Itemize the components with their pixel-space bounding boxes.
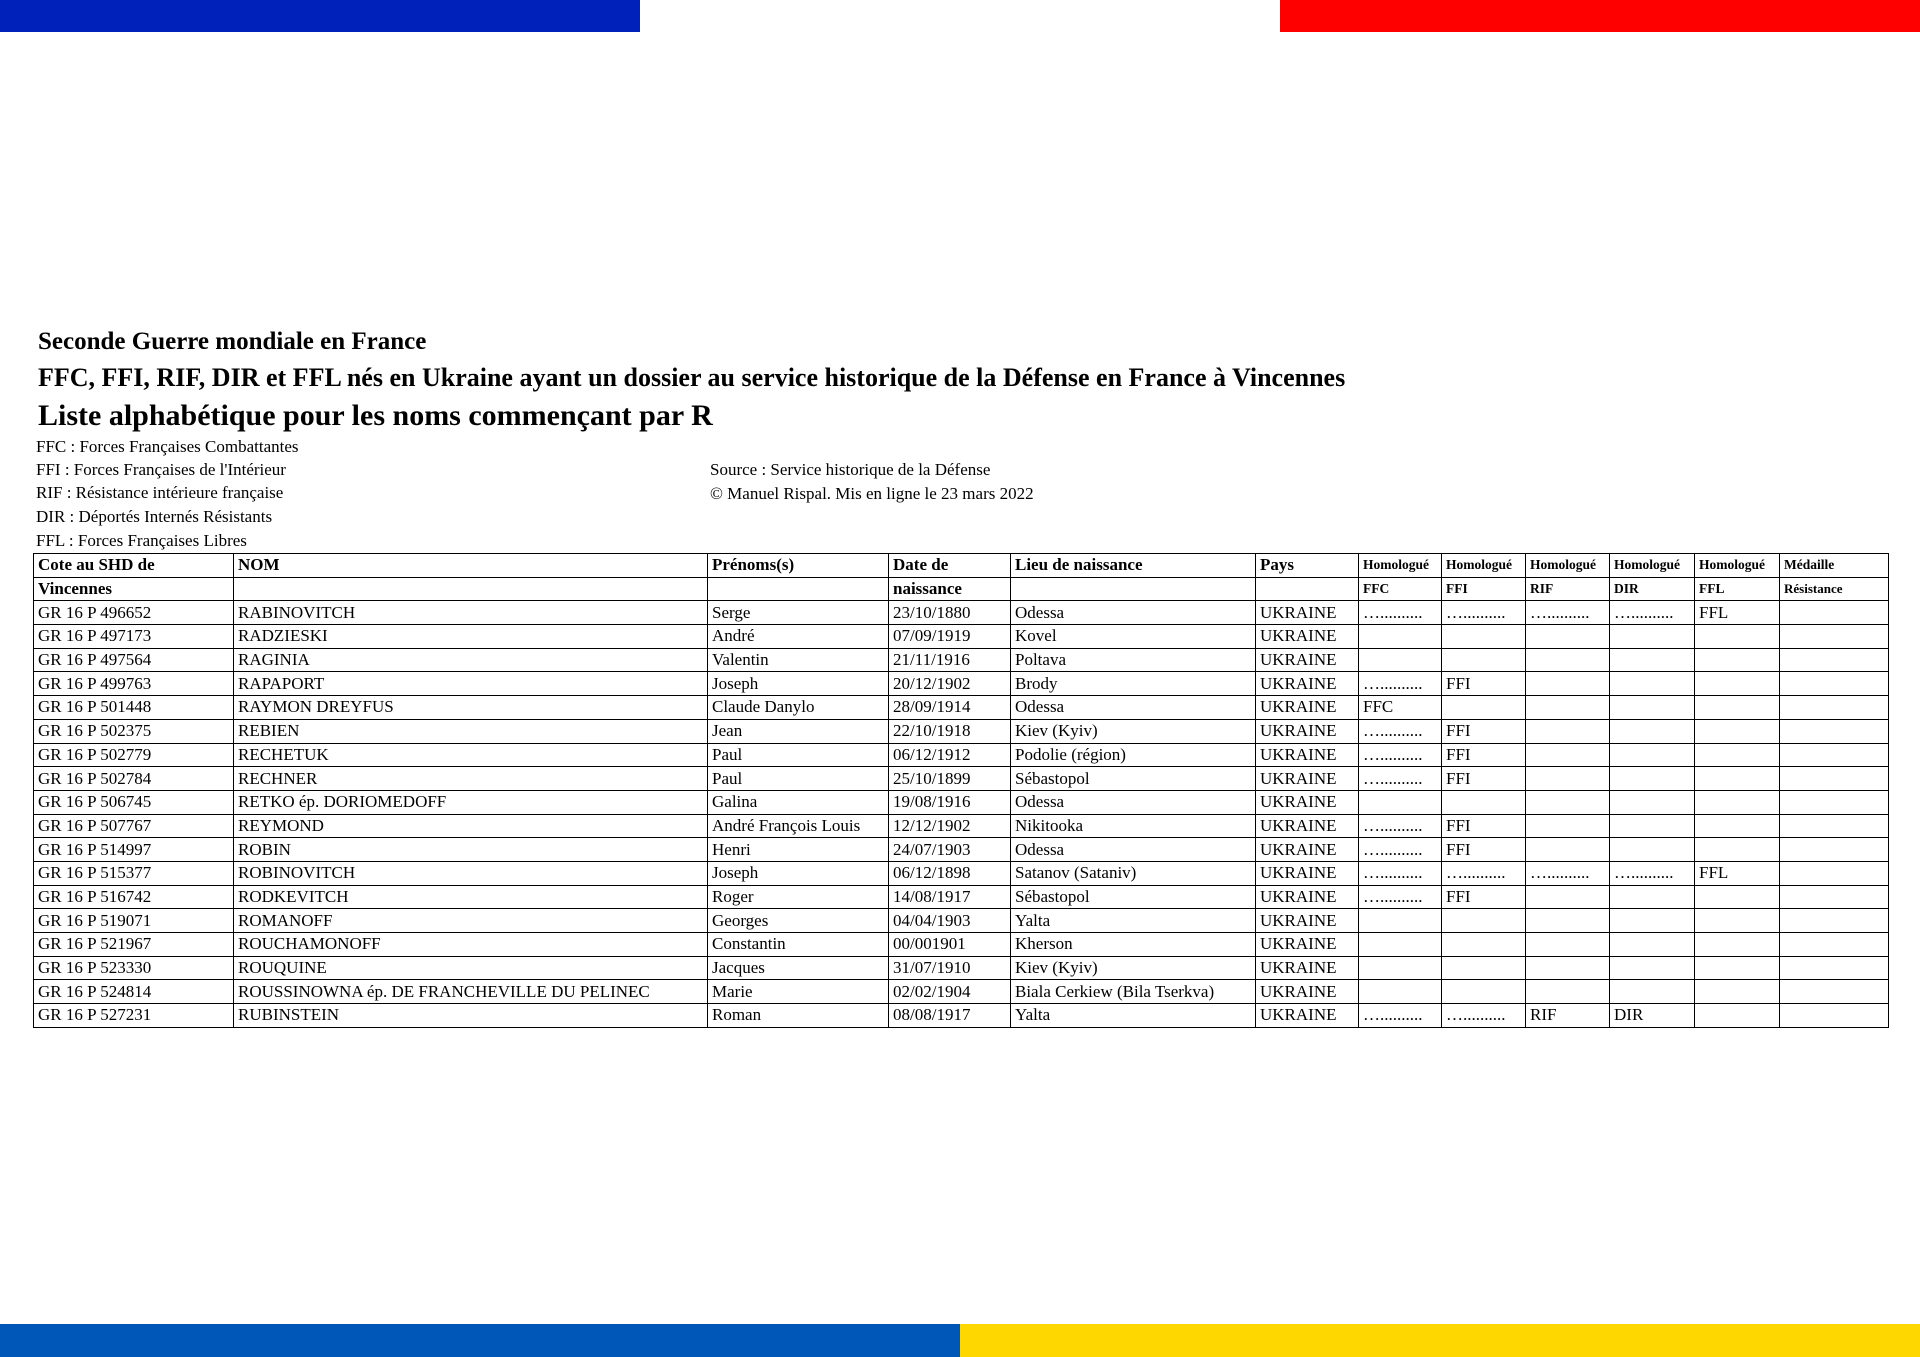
table-cell: Kherson [1011, 933, 1256, 957]
header-cell: Lieu de naissance [1011, 554, 1256, 578]
table-cell [1780, 861, 1889, 885]
table-cell: UKRAINE [1256, 980, 1359, 1004]
table-cell: GR 16 P 506745 [34, 790, 234, 814]
table-cell [1359, 790, 1442, 814]
table-row [34, 814, 1889, 838]
table-cell [1695, 838, 1780, 862]
table-cell [1695, 743, 1780, 767]
table-cell: Claude Danylo [708, 696, 889, 720]
table-cell [1695, 909, 1780, 933]
table-cell: GR 16 P 516742 [34, 885, 234, 909]
table-row [34, 980, 1889, 1004]
table-cell [1780, 743, 1889, 767]
table-cell: RECHETUK [234, 743, 708, 767]
table-cell [1442, 956, 1526, 980]
table-cell: GR 16 P 514997 [34, 838, 234, 862]
table-cell: RODKEVITCH [234, 885, 708, 909]
table-row [34, 1004, 1889, 1028]
header-cell: Homologué [1526, 554, 1610, 578]
header-cell: DIR [1610, 577, 1695, 601]
table-row [34, 625, 1889, 649]
table-cell: FFI [1442, 767, 1526, 791]
copyright-note: © Manuel Rispal. Mis en ligne le 23 mars 2022 [710, 484, 1034, 503]
table-cell: Serge [708, 601, 889, 625]
table-cell: RADZIESKI [234, 625, 708, 649]
table-cell: ….......... [1442, 601, 1526, 625]
table-cell: 06/12/1898 [889, 861, 1011, 885]
table-cell [1442, 980, 1526, 1004]
table-row [34, 696, 1889, 720]
table-cell: Yalta [1011, 1004, 1256, 1028]
table-cell [1610, 956, 1695, 980]
table-cell [1526, 885, 1610, 909]
table-cell [1695, 672, 1780, 696]
table-cell: UKRAINE [1256, 956, 1359, 980]
document-subtitle: FFC, FFI, RIF, DIR et FFL nés en Ukraine ayant un dossier au service historique de la Défense en France à Vincennes [38, 363, 1346, 392]
header-cell: Vincennes [34, 577, 234, 601]
table-cell: REBIEN [234, 719, 708, 743]
table-cell: Jean [708, 719, 889, 743]
table-cell [1610, 719, 1695, 743]
table-cell: Brody [1011, 672, 1256, 696]
table-cell: ….......... [1359, 719, 1442, 743]
header-cell: FFL [1695, 577, 1780, 601]
table-cell: Joseph [708, 861, 889, 885]
table-cell: RAPAPORT [234, 672, 708, 696]
header-cell: naissance [889, 577, 1011, 601]
table-cell [1780, 838, 1889, 862]
table-cell: Yalta [1011, 909, 1256, 933]
table-header-row [34, 554, 1889, 578]
table-row [34, 719, 1889, 743]
table-cell: ….......... [1442, 861, 1526, 885]
table-cell: ….......... [1359, 885, 1442, 909]
header-cell: FFC [1359, 577, 1442, 601]
table-cell [1695, 933, 1780, 957]
records-table [33, 553, 1889, 1028]
table-cell: ….......... [1359, 814, 1442, 838]
header-cell: Homologué [1610, 554, 1695, 578]
header-cell: Pays [1256, 554, 1359, 578]
table-cell: RETKO ép. DORIOMEDOFF [234, 790, 708, 814]
header-cell: Résistance [1780, 577, 1889, 601]
table-row [34, 838, 1889, 862]
table-cell: Satanov (Sataniv) [1011, 861, 1256, 885]
table-cell: Podolie (région) [1011, 743, 1256, 767]
table-cell [1442, 933, 1526, 957]
table-cell: DIR [1610, 1004, 1695, 1028]
table-cell: 23/10/1880 [889, 601, 1011, 625]
table-cell: 24/07/1903 [889, 838, 1011, 862]
table-cell: Joseph [708, 672, 889, 696]
table-cell: 20/12/1902 [889, 672, 1011, 696]
table-cell: Odessa [1011, 696, 1256, 720]
legend-ffc: FFC : Forces Françaises Combattantes [36, 437, 299, 456]
table-row [34, 933, 1889, 957]
table-cell: UKRAINE [1256, 625, 1359, 649]
table-cell: Nikitooka [1011, 814, 1256, 838]
table-cell: ….......... [1359, 767, 1442, 791]
table-cell: ….......... [1526, 861, 1610, 885]
table-cell: ….......... [1359, 672, 1442, 696]
table-cell [1695, 648, 1780, 672]
table-cell [1526, 767, 1610, 791]
table-cell [1610, 743, 1695, 767]
table-cell: UKRAINE [1256, 767, 1359, 791]
table-cell: GR 16 P 507767 [34, 814, 234, 838]
table-cell: RECHNER [234, 767, 708, 791]
table-cell: UKRAINE [1256, 790, 1359, 814]
table-cell [1780, 885, 1889, 909]
legend-ffi: FFI : Forces Françaises de l'Intérieur [36, 460, 286, 479]
table-cell [1526, 814, 1610, 838]
table-cell: FFI [1442, 885, 1526, 909]
legend-ffl: FFL : Forces Françaises Libres [36, 531, 247, 550]
table-cell: Odessa [1011, 601, 1256, 625]
bottom-left-color-band [0, 1324, 960, 1357]
table-row [34, 909, 1889, 933]
table-row [34, 790, 1889, 814]
table-cell [1526, 743, 1610, 767]
table-cell [1780, 625, 1889, 649]
table-cell [1610, 790, 1695, 814]
table-cell: Odessa [1011, 790, 1256, 814]
table-cell [1526, 790, 1610, 814]
table-cell: Biala Cerkiew (Bila Tserkva) [1011, 980, 1256, 1004]
table-cell: Jacques [708, 956, 889, 980]
table-cell: ….......... [1442, 1004, 1526, 1028]
table-cell: 08/08/1917 [889, 1004, 1011, 1028]
table-cell: Paul [708, 767, 889, 791]
table-cell: UKRAINE [1256, 909, 1359, 933]
table-cell [1526, 696, 1610, 720]
table-cell: Galina [708, 790, 889, 814]
table-header-row [34, 577, 1889, 601]
header-cell [234, 577, 708, 601]
table-cell: GR 16 P 523330 [34, 956, 234, 980]
table-row [34, 672, 1889, 696]
table-cell: Roger [708, 885, 889, 909]
table-cell: FFI [1442, 672, 1526, 696]
table-cell [1780, 696, 1889, 720]
header-cell: Médaille [1780, 554, 1889, 578]
table-cell [1780, 767, 1889, 791]
table-cell [1610, 980, 1695, 1004]
list-heading: Liste alphabétique pour les noms commençant par R [38, 399, 713, 432]
table-cell: FFI [1442, 838, 1526, 862]
table-cell: ROUSSINOWNA ép. DE FRANCHEVILLE DU PELINEC [234, 980, 708, 1004]
table-cell: UKRAINE [1256, 838, 1359, 862]
table-cell [1695, 696, 1780, 720]
table-cell: GR 16 P 499763 [34, 672, 234, 696]
table-cell: Georges [708, 909, 889, 933]
table-cell [1526, 838, 1610, 862]
table-cell: ….......... [1359, 1004, 1442, 1028]
table-cell: FFI [1442, 814, 1526, 838]
table-cell [1526, 909, 1610, 933]
table-cell [1610, 625, 1695, 649]
table-cell [1780, 1004, 1889, 1028]
table-cell: Valentin [708, 648, 889, 672]
table-cell [1780, 672, 1889, 696]
table-cell: FFL [1695, 601, 1780, 625]
table-cell [1695, 980, 1780, 1004]
table-cell: GR 16 P 521967 [34, 933, 234, 957]
table-cell: FFL [1695, 861, 1780, 885]
table-cell: ….......... [1359, 743, 1442, 767]
table-cell: RUBINSTEIN [234, 1004, 708, 1028]
table-cell: 04/04/1903 [889, 909, 1011, 933]
table-cell [1780, 719, 1889, 743]
table-cell: 28/09/1914 [889, 696, 1011, 720]
table-row [34, 956, 1889, 980]
header-cell: Cote au SHD de [34, 554, 234, 578]
table-cell: André François Louis [708, 814, 889, 838]
table-cell: FFI [1442, 743, 1526, 767]
header-cell: FFI [1442, 577, 1526, 601]
header-cell: NOM [234, 554, 708, 578]
table-row [34, 743, 1889, 767]
table-cell [1442, 790, 1526, 814]
table-cell [1780, 956, 1889, 980]
table-cell [1526, 719, 1610, 743]
table-cell: RABINOVITCH [234, 601, 708, 625]
table-cell: 06/12/1912 [889, 743, 1011, 767]
table-cell: GR 16 P 515377 [34, 861, 234, 885]
table-cell: ROUCHAMONOFF [234, 933, 708, 957]
table-cell [1695, 814, 1780, 838]
table-cell: ROMANOFF [234, 909, 708, 933]
table-cell: UKRAINE [1256, 933, 1359, 957]
table-cell [1442, 696, 1526, 720]
table-cell: Paul [708, 743, 889, 767]
header-cell: Date de [889, 554, 1011, 578]
header-cell: Homologué [1359, 554, 1442, 578]
table-cell: 14/08/1917 [889, 885, 1011, 909]
table-row [34, 767, 1889, 791]
table-cell: 02/02/1904 [889, 980, 1011, 1004]
table-cell: FFC [1359, 696, 1442, 720]
header-cell [1256, 577, 1359, 601]
table-cell [1610, 885, 1695, 909]
table-cell [1610, 696, 1695, 720]
table-cell [1526, 956, 1610, 980]
table-cell: RAYMON DREYFUS [234, 696, 708, 720]
table-cell [1610, 648, 1695, 672]
table-cell [1610, 933, 1695, 957]
table-cell: Odessa [1011, 838, 1256, 862]
table-cell [1695, 956, 1780, 980]
table-cell: Kovel [1011, 625, 1256, 649]
table-cell: André [708, 625, 889, 649]
table-cell: UKRAINE [1256, 861, 1359, 885]
top-left-color-band [0, 0, 640, 32]
table-cell: UKRAINE [1256, 743, 1359, 767]
table-cell: GR 16 P 496652 [34, 601, 234, 625]
table-row [34, 648, 1889, 672]
table-cell: 21/11/1916 [889, 648, 1011, 672]
table-cell: UKRAINE [1256, 719, 1359, 743]
table-cell: ROBINOVITCH [234, 861, 708, 885]
table-cell [1610, 909, 1695, 933]
table-cell: Marie [708, 980, 889, 1004]
source-note: Source : Service historique de la Défense [710, 460, 991, 479]
legend-dir: DIR : Déportés Internés Résistants [36, 507, 273, 526]
table-cell [1526, 933, 1610, 957]
table-cell: REYMOND [234, 814, 708, 838]
table-cell [1780, 909, 1889, 933]
table-cell: GR 16 P 519071 [34, 909, 234, 933]
header-cell [708, 577, 889, 601]
header-cell: Prénoms(s) [708, 554, 889, 578]
table-cell: Poltava [1011, 648, 1256, 672]
table-cell [1526, 648, 1610, 672]
table-cell: UKRAINE [1256, 672, 1359, 696]
table-cell: Kiev (Kyiv) [1011, 719, 1256, 743]
table-cell: Sébastopol [1011, 767, 1256, 791]
bottom-right-color-band [960, 1324, 1920, 1357]
table-cell [1610, 672, 1695, 696]
table-cell: GR 16 P 524814 [34, 980, 234, 1004]
table-cell: ROUQUINE [234, 956, 708, 980]
table-cell: ….......... [1610, 861, 1695, 885]
table-cell: Roman [708, 1004, 889, 1028]
table-cell: 00/001901 [889, 933, 1011, 957]
table-cell [1695, 790, 1780, 814]
table-cell: RAGINIA [234, 648, 708, 672]
table-cell [1780, 814, 1889, 838]
table-cell: ….......... [1526, 601, 1610, 625]
table-cell [1695, 1004, 1780, 1028]
document-title: Seconde Guerre mondiale en France [38, 328, 427, 355]
table-cell [1359, 980, 1442, 1004]
table-cell: GR 16 P 497173 [34, 625, 234, 649]
table-cell [1610, 767, 1695, 791]
table-cell [1780, 980, 1889, 1004]
table-cell [1780, 933, 1889, 957]
table-cell: UKRAINE [1256, 814, 1359, 838]
table-cell: GR 16 P 502779 [34, 743, 234, 767]
table-cell: UKRAINE [1256, 648, 1359, 672]
table-cell [1442, 625, 1526, 649]
table-cell [1610, 814, 1695, 838]
table-cell: 19/08/1916 [889, 790, 1011, 814]
table-cell [1695, 625, 1780, 649]
table-cell: 12/12/1902 [889, 814, 1011, 838]
table-cell [1610, 838, 1695, 862]
header-cell [1011, 577, 1256, 601]
table-cell [1695, 767, 1780, 791]
records-table-body [34, 554, 1889, 1028]
table-cell [1780, 601, 1889, 625]
table-cell [1780, 790, 1889, 814]
table-cell: 07/09/1919 [889, 625, 1011, 649]
table-cell: 31/07/1910 [889, 956, 1011, 980]
table-cell: GR 16 P 502784 [34, 767, 234, 791]
table-cell: UKRAINE [1256, 696, 1359, 720]
table-cell [1359, 933, 1442, 957]
table-cell: UKRAINE [1256, 885, 1359, 909]
table-cell: GR 16 P 502375 [34, 719, 234, 743]
table-cell: UKRAINE [1256, 1004, 1359, 1028]
table-cell [1695, 719, 1780, 743]
table-cell: ….......... [1359, 601, 1442, 625]
table-cell: GR 16 P 527231 [34, 1004, 234, 1028]
table-row [34, 601, 1889, 625]
table-cell: Kiev (Kyiv) [1011, 956, 1256, 980]
table-cell [1359, 909, 1442, 933]
table-cell [1442, 909, 1526, 933]
header-cell: RIF [1526, 577, 1610, 601]
table-cell [1359, 648, 1442, 672]
table-cell: ….......... [1610, 601, 1695, 625]
table-cell: ….......... [1359, 861, 1442, 885]
table-cell [1359, 625, 1442, 649]
table-cell: RIF [1526, 1004, 1610, 1028]
table-cell: GR 16 P 501448 [34, 696, 234, 720]
table-cell [1780, 648, 1889, 672]
table-cell [1526, 672, 1610, 696]
table-cell: 25/10/1899 [889, 767, 1011, 791]
legend-rif: RIF : Résistance intérieure française [36, 483, 284, 502]
table-cell: GR 16 P 497564 [34, 648, 234, 672]
table-row [34, 861, 1889, 885]
table-cell: Sébastopol [1011, 885, 1256, 909]
table-cell [1442, 648, 1526, 672]
table-cell [1526, 980, 1610, 1004]
table-cell [1526, 625, 1610, 649]
table-cell: ….......... [1359, 838, 1442, 862]
header-cell: Homologué [1695, 554, 1780, 578]
table-cell: FFI [1442, 719, 1526, 743]
table-cell: 22/10/1918 [889, 719, 1011, 743]
table-cell: UKRAINE [1256, 601, 1359, 625]
table-row [34, 885, 1889, 909]
table-cell [1695, 885, 1780, 909]
table-cell: Constantin [708, 933, 889, 957]
table-cell: ROBIN [234, 838, 708, 862]
table-cell [1359, 956, 1442, 980]
top-right-color-band [1280, 0, 1920, 32]
table-cell: Henri [708, 838, 889, 862]
header-cell: Homologué [1442, 554, 1526, 578]
